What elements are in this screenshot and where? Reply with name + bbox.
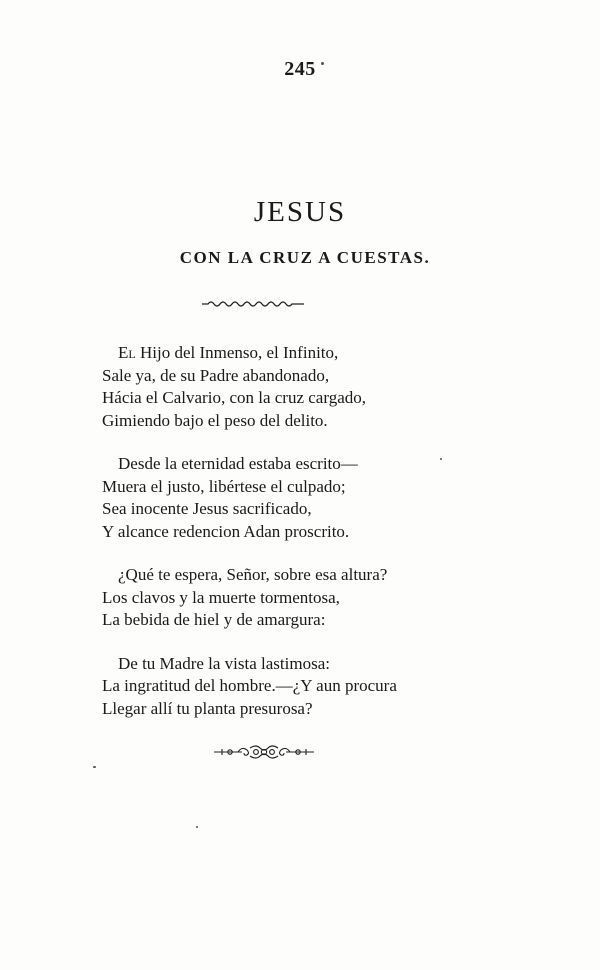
poem-line xyxy=(102,342,442,365)
poem-line: Los clavos y la muerte tormentosa, xyxy=(102,587,340,607)
poem-title: JESUS xyxy=(253,196,347,228)
ink-speck xyxy=(321,62,324,65)
drop-word: El xyxy=(118,343,136,362)
poem-body xyxy=(102,342,442,741)
stanza-4 xyxy=(102,653,442,721)
wavy-rule-icon xyxy=(200,298,306,310)
poem-line: ¿Qué te espera, Señor, sobre esa altura? xyxy=(118,565,388,584)
poem-line: De tu Madre la vista lastimosa: xyxy=(118,653,330,673)
ink-speck xyxy=(93,766,96,768)
poem-line: Sea inocente Jesus sacrificado, xyxy=(102,499,312,518)
poem-line: Llegar allí tu planta presurosa? xyxy=(102,698,313,718)
poem-line: Desde la eternidad estaba escrito— xyxy=(118,454,358,473)
poem-line: La ingratitud del hombre.—¿Y aun procura xyxy=(102,676,397,695)
poem-line: Y alcance redencion Adan proscrito. xyxy=(102,521,350,541)
stanza-2 xyxy=(102,453,442,543)
page-number: 245 xyxy=(284,58,316,80)
stanza-3 xyxy=(102,564,442,632)
poem-line: Hácia el Calvario, con la cruz cargado, xyxy=(102,388,366,407)
scroll-flourish-icon xyxy=(212,742,316,762)
poem-line: Gimiendo bajo el peso del delito. xyxy=(102,410,328,430)
poem-line: Muera el justo, libértese el culpado; xyxy=(102,476,346,496)
poem-line: La bebida de hiel y de amargura: xyxy=(102,610,326,629)
poem-line: Sale ya, de su Padre abandonado, xyxy=(102,365,330,385)
ink-speck xyxy=(440,458,442,460)
poem-subtitle: CON LA CRUZ A CUESTAS. xyxy=(179,248,431,267)
line-text: Hijo del Inmenso, el Infinito, xyxy=(135,343,339,362)
stanza-1 xyxy=(102,342,442,432)
ink-speck xyxy=(196,826,198,828)
